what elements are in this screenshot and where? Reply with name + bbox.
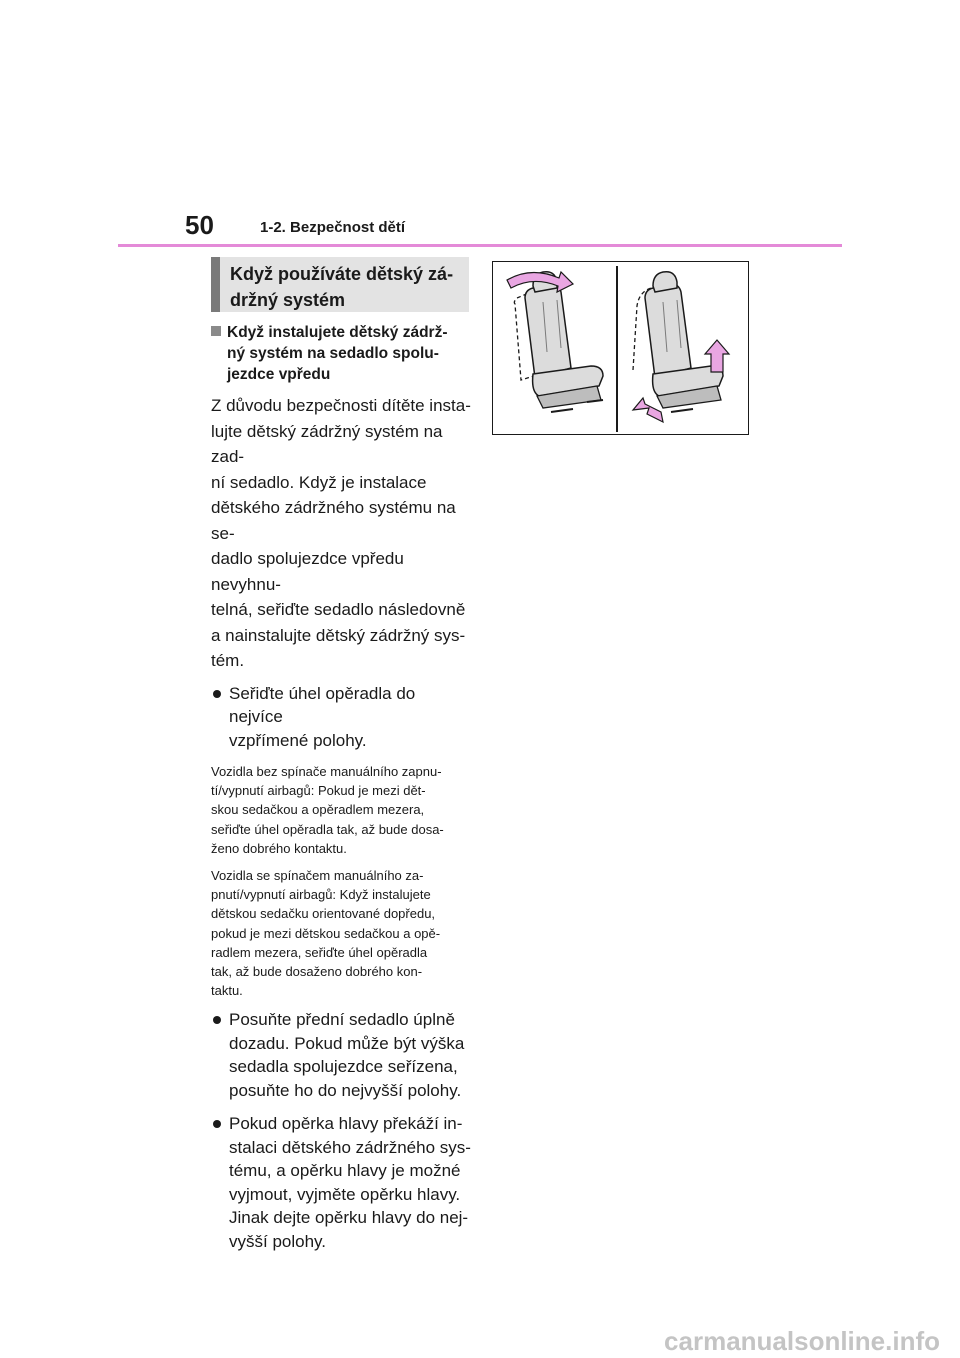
seat-adjustment-illustration bbox=[492, 261, 749, 435]
note-line: skou sedačkou a opěradlem mezera, bbox=[211, 802, 425, 818]
seat-adjustment-drawing bbox=[493, 262, 748, 434]
seat-rail bbox=[671, 409, 693, 412]
bullet-line: vyjmout, vyjměte opěrku hlavy. bbox=[229, 1184, 461, 1204]
bullet-dot-icon bbox=[213, 1016, 221, 1024]
page-number: 50 bbox=[185, 210, 214, 240]
backrest-shape bbox=[525, 284, 571, 378]
note-line: tí/vypnutí airbagů: Pokud je mezi dět- bbox=[211, 783, 426, 799]
note-line: radlem mezera, seřiďte úhel opěradla bbox=[211, 944, 428, 960]
note-line: pnutí/vypnutí airbagů: Když instalujete bbox=[211, 887, 431, 903]
intro-paragraph bbox=[211, 393, 471, 674]
note-line: seřiďte úhel opěradla tak, až bude dosa- bbox=[211, 821, 444, 837]
backrest-shape bbox=[645, 284, 691, 378]
bullet-line: dozadu. Pokud může být výška bbox=[229, 1033, 465, 1053]
note-with-switch bbox=[211, 866, 471, 1000]
bullet-item-backrest bbox=[211, 682, 471, 753]
intro-line: Z důvodu bezpečnosti dítěte insta- bbox=[211, 396, 471, 415]
intro-line: ní sedadlo. Když je instalace bbox=[211, 472, 427, 492]
intro-line: telná, seřiďte sedadlo následovně bbox=[211, 600, 466, 619]
bullet-line: Pokud opěrka hlavy překáží in- bbox=[229, 1114, 463, 1134]
note-without-switch bbox=[211, 762, 471, 858]
section-heading bbox=[211, 257, 469, 312]
subheading-line-1: Když instalujete dětský zádrž- bbox=[227, 324, 448, 341]
intro-line: tém. bbox=[211, 651, 245, 670]
note-line: Vozidla bez spínače manuálního zapnu- bbox=[211, 764, 442, 779]
bullet-line: vzpřímené polohy. bbox=[229, 730, 367, 750]
bullet-line: Seřiďte úhel opěradla do nejvíce bbox=[229, 683, 416, 726]
bullet-line: Posuňte přední sedadlo úplně bbox=[229, 1010, 455, 1030]
square-bullet-icon bbox=[211, 326, 221, 336]
bullet-line: posuňte ho do nejvyšší polohy. bbox=[229, 1080, 462, 1100]
seat-left-icon bbox=[507, 272, 603, 412]
note-line: tak, až bude dosaženo dobrého kon- bbox=[211, 964, 423, 980]
note-line: ženo dobrého kontaktu. bbox=[211, 840, 347, 856]
bullet-dot-icon bbox=[213, 690, 221, 698]
intro-line: dadlo spolujezdce vpředu nevyhnu- bbox=[211, 549, 404, 594]
intro-line: a nainstalujte dětský zádržný sys- bbox=[211, 625, 466, 645]
section-heading-line-2: držný systém bbox=[230, 290, 346, 310]
seat-rail bbox=[551, 409, 573, 412]
bullet-line: vyšší polohy. bbox=[229, 1231, 327, 1251]
bullet-dot-icon bbox=[213, 1120, 221, 1128]
note-line: Vozidla se spínačem manuálního za- bbox=[211, 868, 424, 884]
bullet-item-slide-seat bbox=[211, 1008, 471, 1102]
subheading bbox=[211, 322, 471, 385]
bullet-line: stalaci dětského zádržného sys- bbox=[229, 1137, 471, 1157]
headrest-shape bbox=[653, 272, 677, 292]
bullet-line: tému, a opěrku hlavy je možné bbox=[229, 1161, 461, 1181]
note-line: dětskou sedačku orientované dopředu, bbox=[211, 906, 436, 922]
subheading-line-2: ný systém na sedadlo spolu- bbox=[227, 345, 439, 362]
intro-line: lujte dětský zádržný systém na zad- bbox=[211, 421, 443, 466]
header-divider bbox=[118, 244, 842, 247]
slide-arrow-icon bbox=[633, 398, 663, 422]
bullet-line: sedadla spolujezdce seřízena, bbox=[229, 1057, 458, 1077]
note-line: pokud je mezi dětskou sedačkou a opě- bbox=[211, 925, 441, 941]
bullet-line: Jinak dejte opěrku hlavy do nej- bbox=[229, 1208, 469, 1228]
note-line: taktu. bbox=[211, 983, 243, 999]
subheading-line-3: jezdce vpředu bbox=[227, 366, 331, 383]
seat-right-icon bbox=[633, 272, 729, 422]
bullet-item-headrest bbox=[211, 1112, 471, 1253]
section-heading-line-1: Když používáte dětský zá- bbox=[230, 264, 454, 284]
section-title: 1-2. Bezpečnost dětí bbox=[260, 219, 406, 236]
watermark: carmanualsonline.info bbox=[664, 1326, 940, 1356]
text-column bbox=[211, 322, 471, 1263]
intro-line: dětského zádržného systému na se- bbox=[211, 498, 456, 543]
